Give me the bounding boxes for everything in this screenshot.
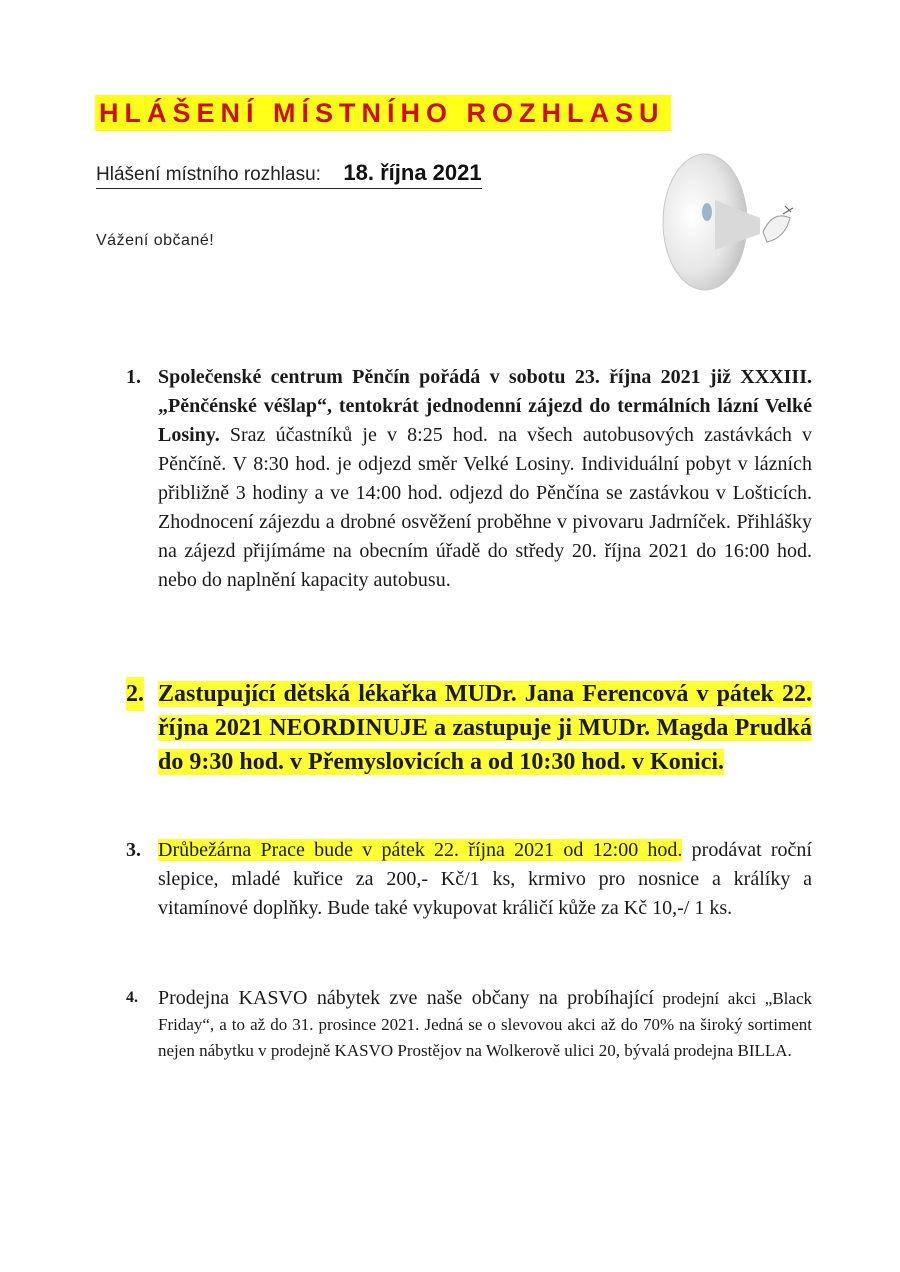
item-bold-text: Společenské centrum Pěnčín pořádá v sobotu 23. října 2021 již XXXIII. „Pěnčénské véšlap“, tentokrát jednodenní zájezd do termálních lázní Velké Losiny. — [158, 366, 812, 446]
list-item — [126, 985, 812, 1064]
list-item — [126, 677, 812, 779]
item-highlighted-text: Zastupující dětská lékařka MUDr. Jana Ferencová v pátek 22. října 2021 NEORDINUJE a zastupuje ji MUDr. Magda Prudká do 9:30 hod. v Přemyslovicích a od 10:30 hod. v Konici. — [158, 681, 812, 775]
item-lead-text: Prodejna KASVO nábytek zve naše občany na probíhající — [158, 987, 654, 1009]
date-value: 18. října 2021 — [343, 160, 482, 185]
date-label: Hlášení místního rozhlasu: — [96, 164, 321, 185]
greeting: Vážení občané! — [96, 232, 215, 249]
page-title: HLÁŠENÍ MÍSTNÍHO ROZHLASU — [95, 95, 671, 131]
item-body-text: prodávat roční slepice, mladé kuřice za 200,- Kč/1 ks, krmivo pro nosnice a králíky a vitamínové doplňky. Bude také vykupovat králičí kůže za Kč 10,-/ 1 ks. — [158, 839, 812, 919]
megaphone-icon — [655, 150, 815, 300]
item-body-text: Sraz účastníků je v 8:25 hod. na všech autobusových zastávkách v Pěnčíně. V 8:30 hod. je odjezd směr Velké Losiny. Individuální pobyt v lázních přibližně 3 hodiny a ve 14:00 hod. odjezd do Pěnčína se zastávkou v Lošticích. Zhodnocení zájezdu a drobné osvěžení proběhne v pivovaru Jadrníček. Přihlášky na zájezd přijímáme na obecním úřadě do středy 20. října 2021 do 16:00 hod. nebo do naplnění kapacity autobusu. — [158, 424, 812, 591]
announcement-date-line — [96, 160, 482, 189]
item-text — [158, 836, 812, 923]
item-number: 4. — [126, 989, 138, 1006]
item-number: 1. — [126, 366, 141, 388]
item-text — [158, 363, 812, 595]
item-highlighted-text: Drůbežárna Prace bude v pátek 22. října 2021 od 12:00 hod. — [158, 839, 683, 861]
list-item — [126, 836, 812, 923]
item-text — [158, 677, 812, 779]
item-number: 3. — [126, 839, 141, 861]
item-text — [158, 985, 812, 1064]
item-body-text: prodejní akci „Black Friday“, a to až do 31. prosince 2021. Jedná se o slevovou akci až do 70% na široký sortiment nejen nábytku v prodejně KASVO Prostějov na Wolkerově ulici 20, bývalá prodejna BILLA. — [158, 989, 812, 1060]
list-item — [126, 363, 812, 595]
item-number: 2. — [126, 677, 144, 711]
